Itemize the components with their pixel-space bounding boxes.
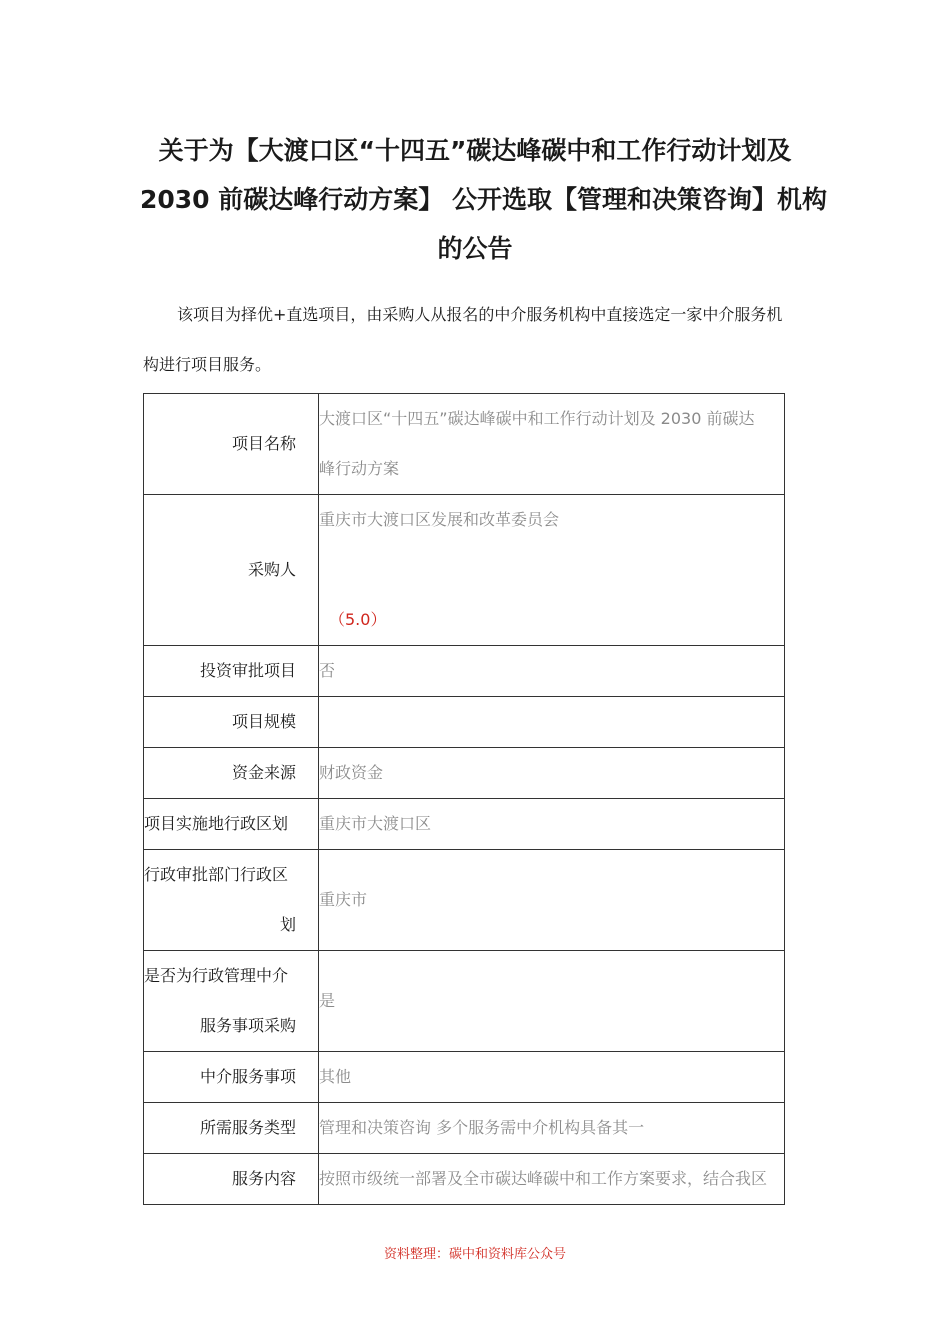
title-line-3: 的公告 — [437, 234, 513, 263]
impl-region-label: 项目实施地行政区划 — [144, 799, 319, 850]
footer-source-note: 资料整理：碳中和资料库公众号 — [383, 1247, 566, 1262]
admin-intermediary-label-line-2: 服务事项采购 — [199, 1016, 296, 1035]
table-row-project-name — [144, 394, 785, 495]
project-name-value-line-1: 大渡口区“十四五”碳达峰碳中和工作行动计划及 2030 前碳达 — [319, 409, 755, 428]
admin-intermediary-value: 是 — [319, 951, 785, 1052]
table-row-service-type — [144, 1103, 785, 1154]
service-type-label: 所需服务类型 — [144, 1103, 319, 1154]
project-name-value — [319, 394, 785, 495]
approval-region-value: 重庆市 — [319, 850, 785, 951]
table-row-service-content — [144, 1154, 785, 1205]
project-name-value-line-2: 峰行动方案 — [319, 459, 400, 478]
service-item-value: 其他 — [319, 1052, 785, 1103]
impl-region-value: 重庆市大渡口区 — [319, 799, 785, 850]
investment-approval-value: 否 — [319, 646, 785, 697]
title-line-1: 关于为【大渡口区“十四五”碳达峰碳中和工作行动计划及 — [158, 136, 792, 165]
investment-approval-label: 投资审批项目 — [144, 646, 319, 697]
purchaser-label: 采购人 — [144, 495, 319, 646]
admin-intermediary-label — [144, 951, 319, 1052]
service-content-value: 按照市级统一部署及全市碳达峰碳中和工作方案要求，结合我区 — [319, 1154, 785, 1205]
approval-region-label-line-2: 划 — [279, 915, 296, 934]
service-item-label: 中介服务事项 — [144, 1052, 319, 1103]
project-scale-value — [319, 697, 785, 748]
approval-region-label-line-1: 行政审批部门行政区 — [144, 865, 289, 884]
purchaser-note: （5.0） — [329, 610, 387, 629]
service-type-value: 管理和决策咨询 多个服务需中介机构具备其一 — [319, 1103, 785, 1154]
table-row-approval-region — [144, 850, 785, 951]
table-row-purchaser — [144, 495, 785, 646]
page-title — [140, 126, 827, 273]
project-name-label: 项目名称 — [144, 394, 319, 495]
intro-line-1: 该项目为择优+直选项目，由采购人从报名的中介服务机构中直接选定一家中介服务机 — [177, 305, 783, 324]
project-scale-label: 项目规模 — [144, 697, 319, 748]
purchaser-value — [319, 495, 785, 646]
service-content-label: 服务内容 — [144, 1154, 319, 1205]
approval-region-label — [144, 850, 319, 951]
title-line-2: 2030 前碳达峰行动方案】 公开选取【管理和决策咨询】机构 — [140, 185, 827, 214]
intro-paragraph — [143, 290, 808, 390]
table-row-project-scale — [144, 697, 785, 748]
fund-source-value: 财政资金 — [319, 748, 785, 799]
admin-intermediary-label-line-1: 是否为行政管理中介 — [144, 966, 289, 985]
project-info-table — [143, 393, 785, 1205]
table-row-investment-approval — [144, 646, 785, 697]
table-row-impl-region — [144, 799, 785, 850]
intro-line-2: 构进行项目服务。 — [143, 355, 272, 374]
fund-source-label: 资金来源 — [144, 748, 319, 799]
table-row-admin-intermediary — [144, 951, 785, 1052]
table-row-fund-source — [144, 748, 785, 799]
table-row-service-item — [144, 1052, 785, 1103]
purchaser-name: 重庆市大渡口区发展和改革委员会 — [319, 510, 560, 529]
